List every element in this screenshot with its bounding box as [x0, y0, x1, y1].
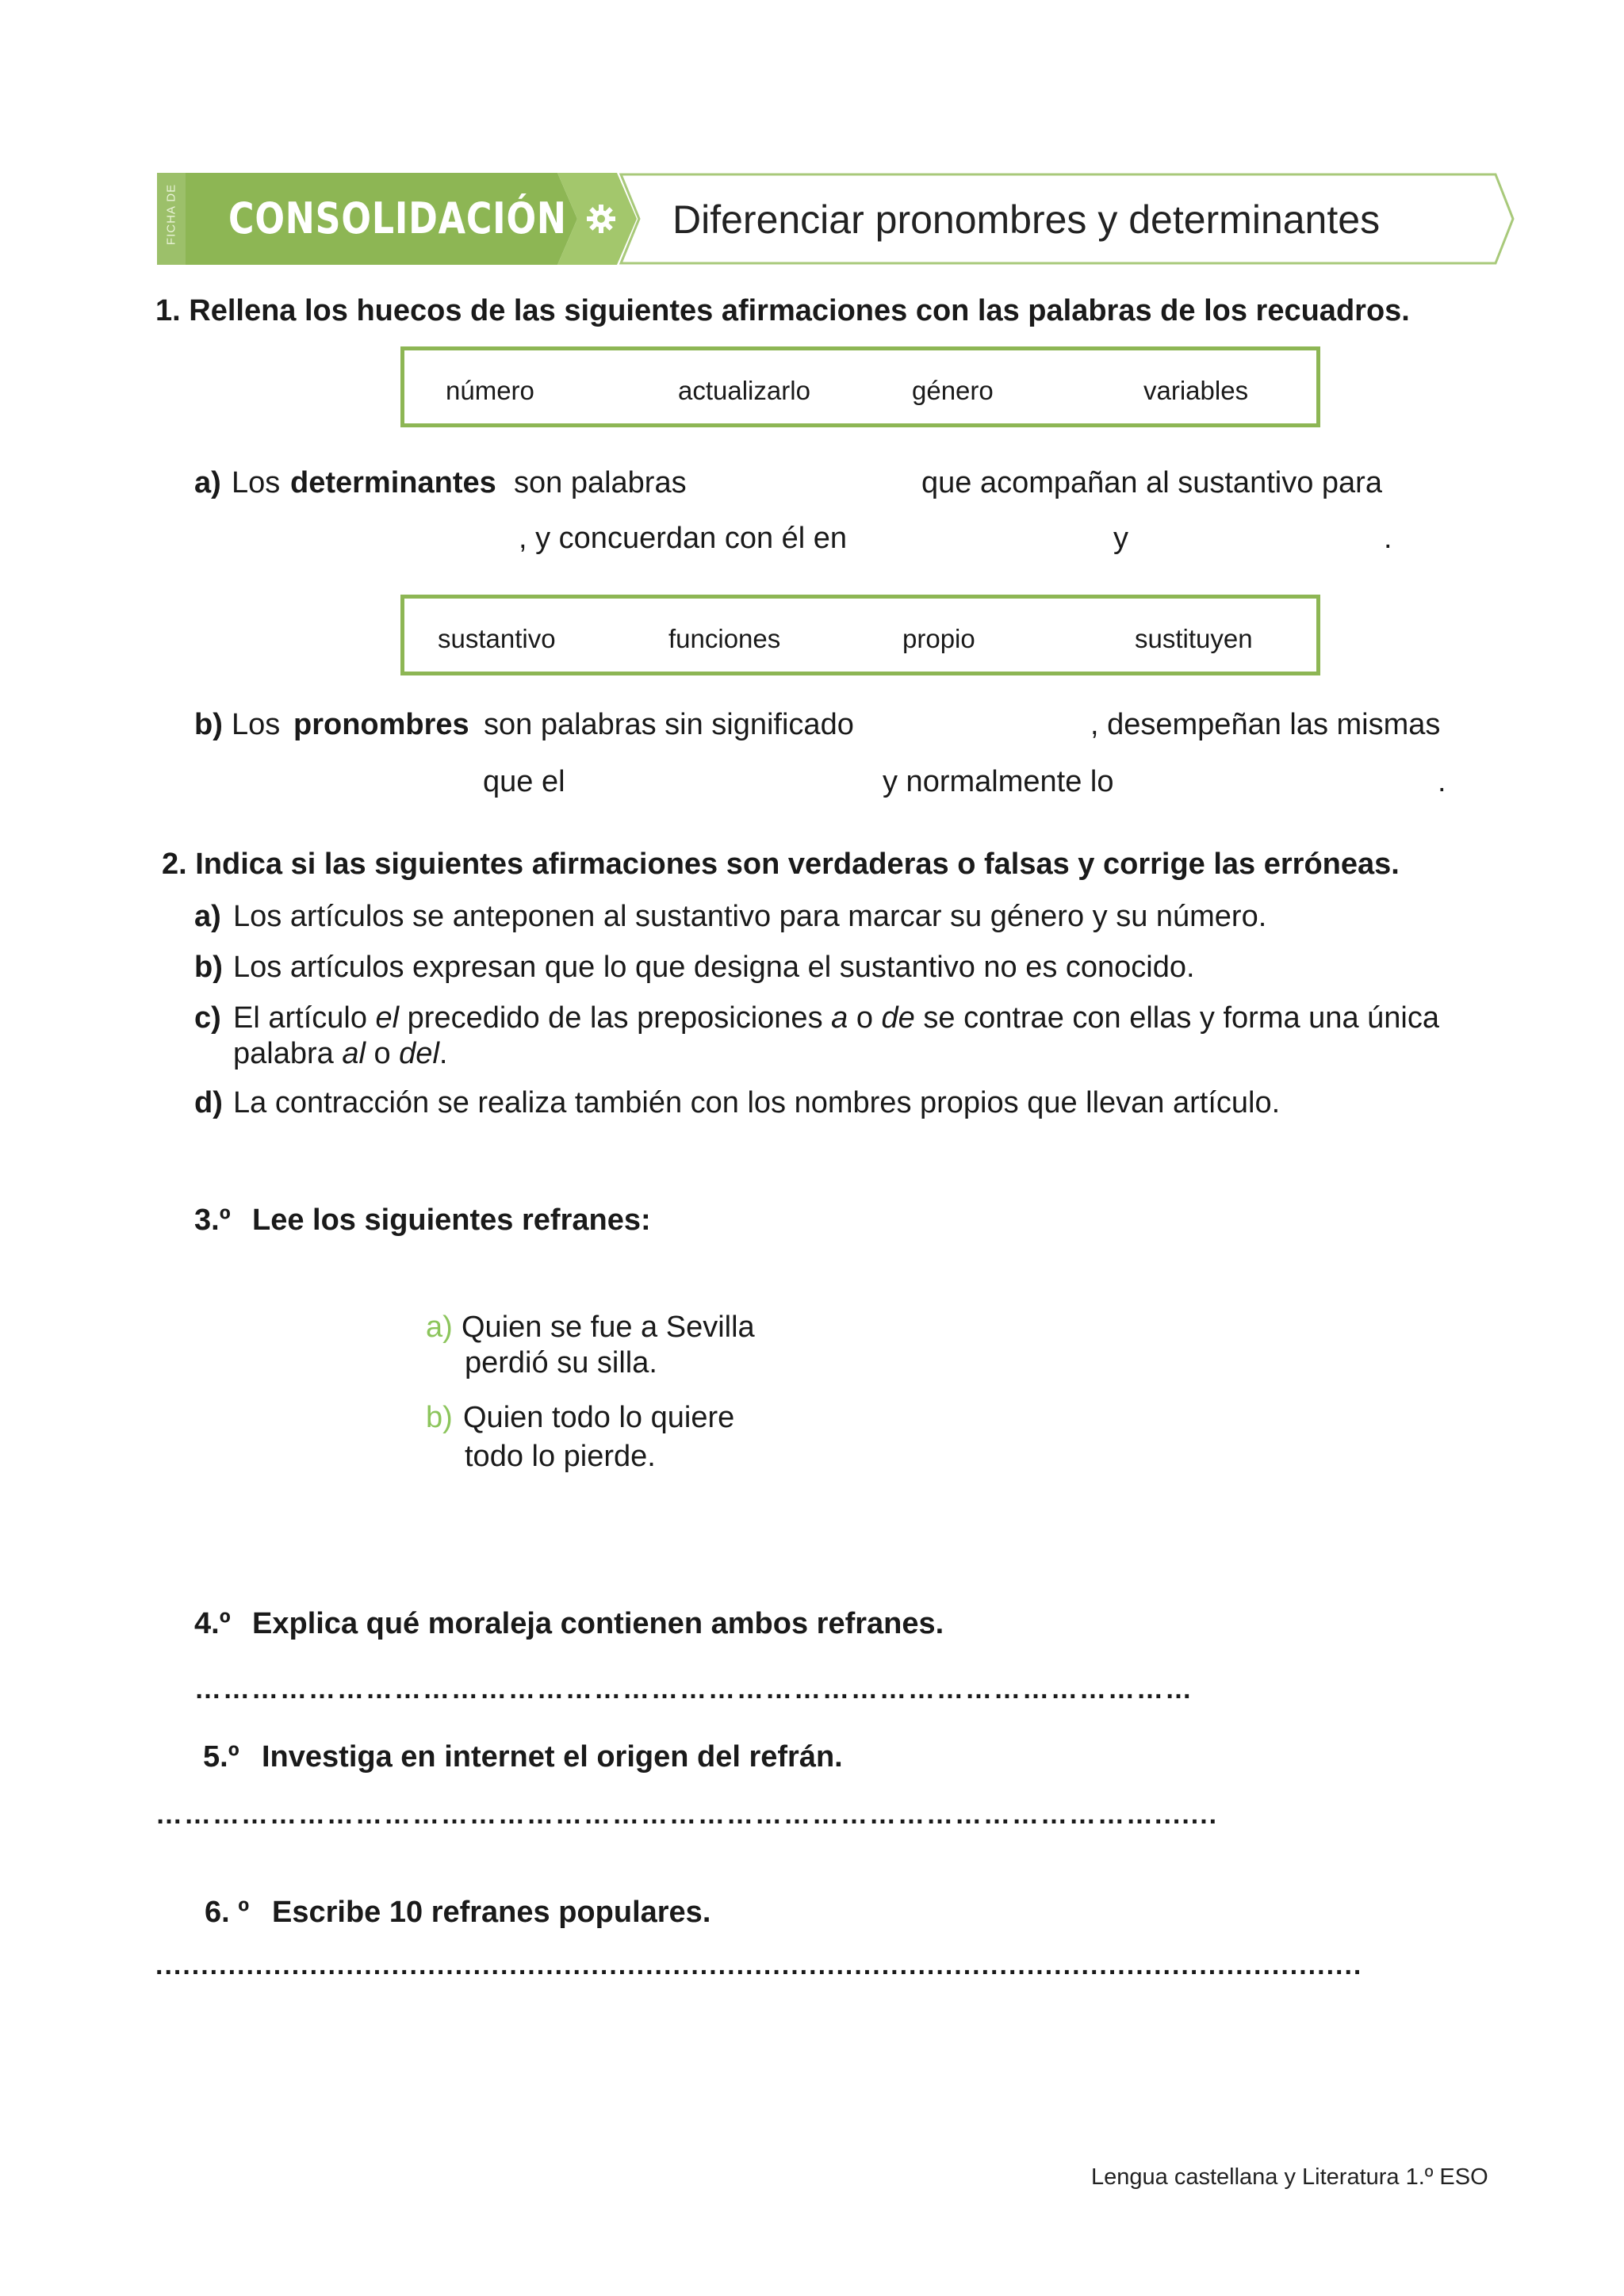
q3b-letter: b) — [426, 1401, 453, 1434]
q1a-text-1: Los — [232, 466, 281, 499]
q1b-text-4: que el — [483, 765, 565, 798]
q4-title: Explica qué moraleja contienen ambos refranes. — [252, 1607, 944, 1640]
q3a-line-1: Quien se fue a Sevilla — [462, 1311, 755, 1344]
q1b-text-6: . — [1438, 765, 1446, 798]
q3b-line-2: todo lo pierde. — [465, 1440, 656, 1473]
q2c-i1: el — [375, 1001, 400, 1035]
word-box-1 — [400, 346, 1320, 427]
q1b-bold: pronombres — [293, 708, 469, 741]
word-box-1-item: número — [446, 376, 534, 405]
q2c-line-1 — [233, 1001, 1439, 1035]
footer: Lengua castellana y Literatura 1.º ESO — [1091, 2164, 1488, 2190]
q2a-text: Los artículos se anteponen al sustantivo para marcar su género y su número. — [233, 900, 1267, 933]
word-box-1-item: actualizarlo — [678, 376, 810, 405]
q4-answer-line[interactable]: …………………………………………………………………………………………… — [194, 1674, 1193, 1705]
q1a-text-4: , y concuerdan con él en — [519, 522, 848, 555]
header-banner — [157, 173, 1515, 265]
q4-num: 4.º — [194, 1607, 231, 1640]
q2c-i3: de — [881, 1001, 915, 1035]
word-box-1-item: variables — [1143, 376, 1249, 405]
page-title: Diferenciar pronombres y determinantes — [672, 197, 1381, 242]
q2c-t7: . — [439, 1037, 448, 1070]
q2c-t4: se contrae con ellas y forma una única — [923, 1001, 1439, 1035]
q2c-i5: del — [399, 1037, 439, 1070]
q1a-letter: a) — [194, 466, 221, 499]
q2c-t1: El artículo — [233, 1001, 367, 1035]
q2c-letter: c) — [194, 1001, 221, 1035]
q1b-text-3: , desempeñan las mismas — [1090, 708, 1441, 741]
q2b-letter: b) — [194, 951, 223, 984]
word-box-2 — [400, 595, 1320, 675]
word-box-1-item: género — [912, 376, 994, 405]
q5-num: 5.º — [203, 1740, 239, 1774]
q3-num: 3.º — [194, 1203, 231, 1237]
q2d-text: La contracción se realiza también con los nombres propios que llevan artículo. — [233, 1086, 1281, 1119]
gear-icon — [585, 203, 617, 235]
word-box-2-item: sustantivo — [438, 624, 556, 653]
q3b-line-1: Quien todo lo quiere — [463, 1401, 735, 1434]
q5-title: Investiga en internet el origen del refrán. — [262, 1740, 843, 1774]
q2c-t2: precedido de las preposiciones — [407, 1001, 823, 1035]
q1a-text-2: son palabras — [514, 466, 687, 499]
tab-small-label: FICHA DE — [164, 183, 178, 246]
q1b-letter: b) — [194, 708, 223, 741]
q2d-letter: d) — [194, 1086, 223, 1119]
word-box-2-item: propio — [902, 624, 975, 653]
q1b-text-1: Los — [232, 708, 281, 741]
q2b-text: Los artículos expresan que lo que designa el sustantivo no es conocido. — [233, 951, 1195, 984]
q2c-t5: palabra — [233, 1037, 334, 1070]
q3-title: Lee los siguientes refranes: — [252, 1203, 651, 1237]
q6-num: 6. º — [205, 1896, 250, 1929]
q5-answer-line[interactable]: ……………………………………………………………………………………………....... — [155, 1800, 1219, 1830]
q2c-t6: o — [373, 1037, 391, 1070]
q1b-text-5: y normalmente lo — [883, 765, 1114, 798]
q2c-i2: a — [831, 1001, 848, 1035]
word-box-2-item: sustituyen — [1135, 624, 1253, 653]
q1a-text-5: y — [1113, 522, 1128, 555]
q3a-line-2: perdió su silla. — [465, 1346, 657, 1380]
q2c-t3: o — [856, 1001, 873, 1035]
q1b-text-2: son palabras sin significado — [484, 708, 854, 741]
q1a-text-6: . — [1384, 522, 1392, 555]
tab-label: CONSOLIDACIÓN — [228, 193, 567, 243]
q2c-line-2 — [233, 1037, 447, 1071]
q2c-i4: al — [342, 1037, 366, 1070]
q1-title: 1. Rellena los huecos de las siguientes afirmaciones con las palabras de los recuadros. — [155, 294, 1410, 327]
q1a-bold: determinantes — [290, 466, 496, 499]
q2-title: 2. Indica si las siguientes afirmaciones son verdaderas o falsas y corrige las erróneas. — [162, 848, 1400, 881]
q6-title: Escribe 10 refranes populares. — [272, 1896, 711, 1929]
word-box-2-item: funciones — [668, 624, 781, 653]
q6-answer-line[interactable]: ..................................................................................................................................... — [155, 1950, 1363, 1980]
q1a-text-3: que acompañan al sustantivo para — [921, 466, 1382, 499]
q2a-letter: a) — [194, 900, 221, 933]
q3a-letter: a) — [426, 1311, 453, 1344]
